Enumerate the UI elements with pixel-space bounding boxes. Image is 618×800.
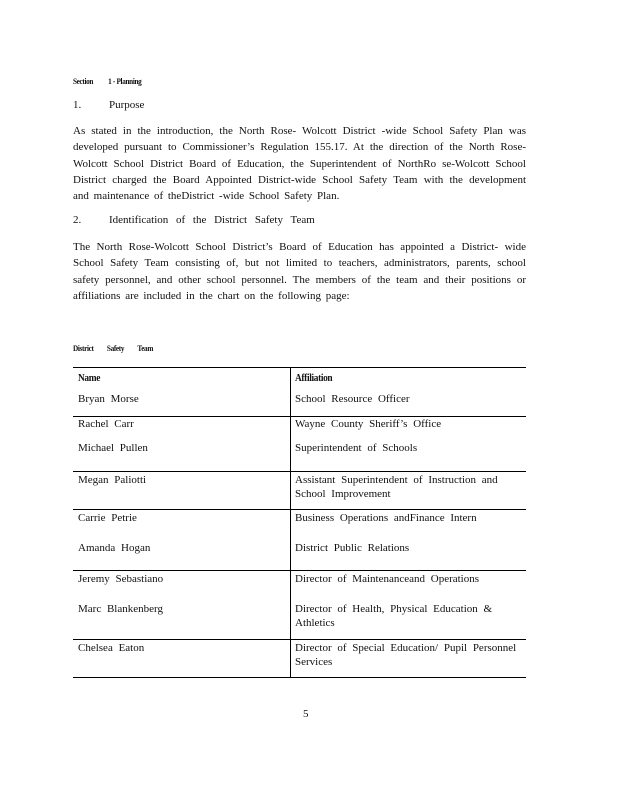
table-row <box>73 368 526 417</box>
heading-identification <box>73 214 315 226</box>
member-affiliation: Superintendent of Schools <box>295 442 418 454</box>
heading-text: Purpose <box>109 99 145 111</box>
member-name: Jeremy Sebastiano <box>78 573 164 585</box>
member-name: Carrie Petrie <box>78 512 137 524</box>
header-affiliation: Affiliation <box>295 372 333 384</box>
member-affiliation: Director of Maintenanceand Operations <box>295 573 480 585</box>
heading-number: 2. <box>73 214 82 226</box>
member-affiliation: Assistant Superintendent of Instruction and School Improvement <box>295 474 498 500</box>
heading-number: 1. <box>73 99 82 111</box>
section-heading <box>73 76 141 86</box>
member-affiliation: Business Operations andFinance Intern <box>295 512 477 524</box>
identification-paragraph: The North Rose-Wolcott School District’s Board of Education has appointed a District- wide School Safety Team consisting of, but not limited to teachers, administrators, parents, school safety personnel, and other school personnel. The members of the team and their positions or affiliations are included in the chart on the following page: <box>73 241 526 302</box>
header-name: Name <box>78 372 101 384</box>
heading-purpose <box>73 99 145 111</box>
section-label: Section <box>73 76 94 86</box>
table-row <box>73 510 526 571</box>
purpose-paragraph: As stated in the introduction, the North Rose- Wolcott District -wide School Safety Plan was developed pursuant to Commissioner’s Regulation 155.17. At the direction of the North Rose- Wolcott School District Board of Education, the Superintendent of NorthRo se-Wolcott School District charged the Board Appointed District-wide School Safety Team with the development and maintenance of theDistrict -wide School Safety Plan. <box>73 125 526 203</box>
member-affiliation: Director of Special Education/ Pupil Personnel Services <box>295 642 517 668</box>
member-name: Rachel Carr <box>78 418 134 430</box>
member-name: Bryan Morse <box>78 393 139 405</box>
table-row <box>73 571 526 640</box>
member-name: Amanda Hogan <box>78 542 151 554</box>
member-name: Chelsea Eaton <box>78 642 145 654</box>
member-affiliation: Director of Health, Physical Education & Athletics <box>295 603 493 629</box>
safety-team-table <box>73 367 526 678</box>
table-row <box>73 417 526 472</box>
table-row <box>73 640 526 678</box>
member-name: Megan Paliotti <box>78 474 147 486</box>
member-affiliation: District Public Relations <box>295 542 410 554</box>
section-title: 1 - Planning <box>108 76 142 86</box>
page-number: 5 <box>303 708 309 720</box>
table-title: District Safety Team <box>73 343 154 353</box>
member-name: Michael Pullen <box>78 442 148 454</box>
table-row <box>73 472 526 510</box>
member-affiliation: Wayne County Sheriff’s Office <box>295 418 442 430</box>
heading-text: Identification of the District Safety Team <box>109 214 315 226</box>
member-affiliation: School Resource Officer <box>295 393 410 405</box>
member-name: Marc Blankenberg <box>78 603 163 615</box>
